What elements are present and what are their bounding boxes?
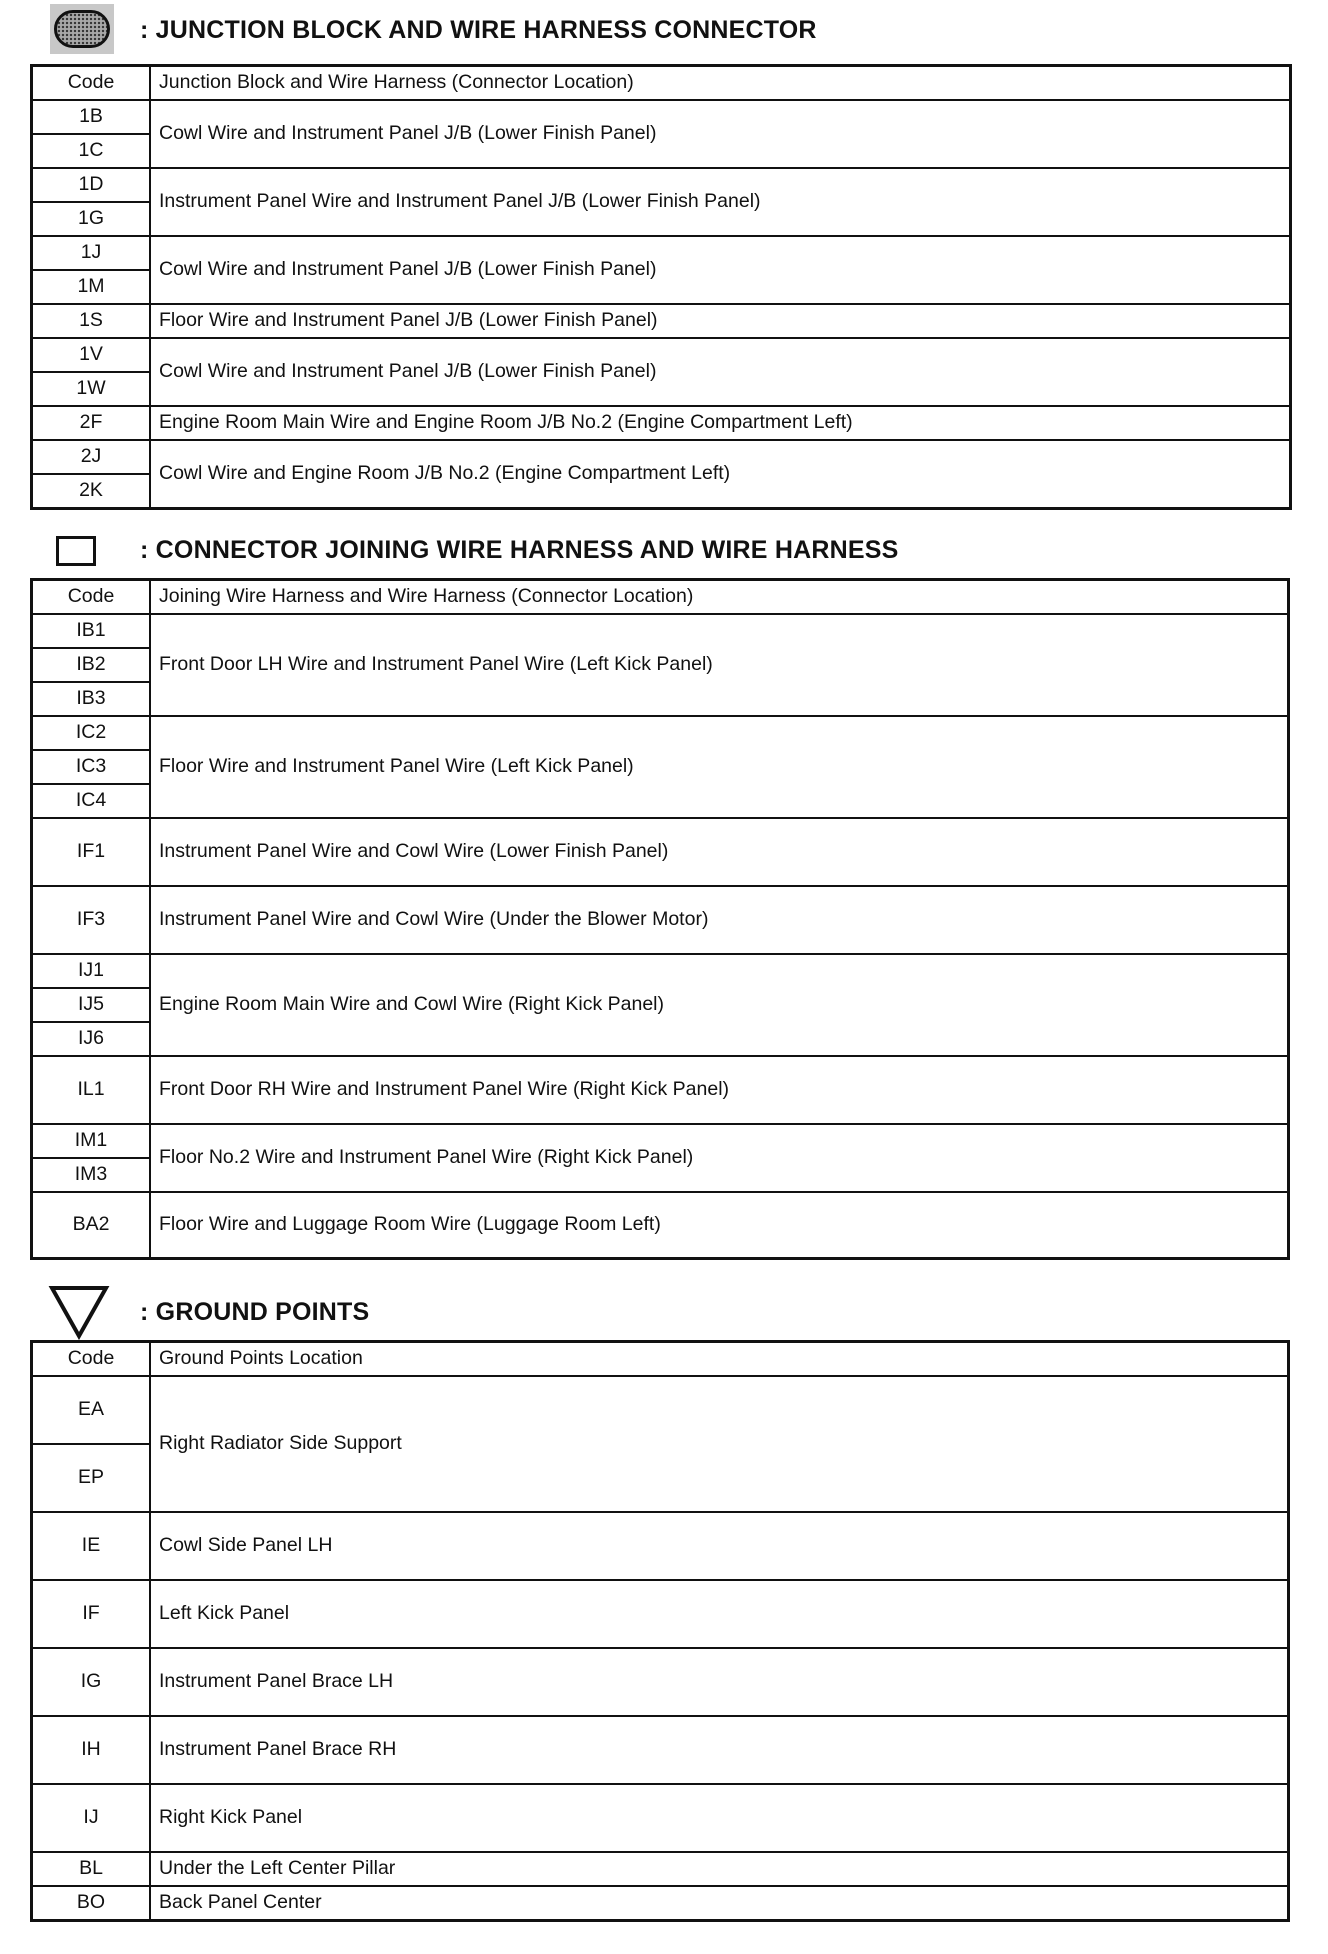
code-cell: 1G <box>32 202 151 236</box>
table-row <box>32 236 1291 270</box>
code-cell: IB1 <box>32 614 151 648</box>
description-header: Junction Block and Wire Harness (Connector Location) <box>150 66 1291 101</box>
code-cell: IC3 <box>32 750 151 784</box>
table-row <box>32 1192 1289 1258</box>
table-row <box>32 1124 1289 1158</box>
connector-section-title: : CONNECTOR JOINING WIRE HARNESS AND WIRE HARNESS <box>140 535 899 564</box>
table-row <box>32 1886 1289 1920</box>
code-cell: IJ1 <box>32 954 151 988</box>
code-cell: IF3 <box>32 886 151 954</box>
table-row <box>32 1376 1289 1444</box>
ground-section-header <box>30 1282 369 1342</box>
code-cell: 2J <box>32 440 151 474</box>
table-row <box>32 406 1291 440</box>
table-row <box>32 954 1289 988</box>
table-row <box>32 1512 1289 1580</box>
description-cell: Under the Left Center Pillar <box>150 1852 1289 1886</box>
table-row <box>32 818 1289 886</box>
code-cell: IB3 <box>32 682 151 716</box>
code-cell: 1C <box>32 134 151 168</box>
code-cell: 1S <box>32 304 151 338</box>
description-cell: Right Kick Panel <box>150 1784 1289 1852</box>
description-cell: Right Radiator Side Support <box>150 1376 1289 1512</box>
table-header-row <box>32 1342 1289 1377</box>
code-cell: IB2 <box>32 648 151 682</box>
ground-table <box>30 1340 1290 1922</box>
description-cell: Floor Wire and Instrument Panel Wire (Left Kick Panel) <box>150 716 1289 818</box>
description-cell: Back Panel Center <box>150 1886 1289 1920</box>
table-row <box>32 1648 1289 1716</box>
description-cell: Instrument Panel Wire and Instrument Panel J/B (Lower Finish Panel) <box>150 168 1291 236</box>
description-cell: Engine Room Main Wire and Engine Room J/B No.2 (Engine Compartment Left) <box>150 406 1291 440</box>
table-row <box>32 338 1291 372</box>
table-row <box>32 1056 1289 1124</box>
code-header: Code <box>32 580 151 615</box>
code-cell: IE <box>32 1512 151 1580</box>
junction-section-title: : JUNCTION BLOCK AND WIRE HARNESS CONNECTOR <box>140 15 817 44</box>
table-row <box>32 168 1291 202</box>
code-cell: IJ5 <box>32 988 151 1022</box>
table-row <box>32 1716 1289 1784</box>
code-cell: EA <box>32 1376 151 1444</box>
description-cell: Engine Room Main Wire and Cowl Wire (Right Kick Panel) <box>150 954 1289 1056</box>
table-row <box>32 1580 1289 1648</box>
code-cell: IG <box>32 1648 151 1716</box>
code-cell: 1V <box>32 338 151 372</box>
table-row <box>32 1852 1289 1886</box>
table-row <box>32 100 1291 134</box>
junction-section-header <box>30 0 817 60</box>
code-cell: IL1 <box>32 1056 151 1124</box>
code-cell: IM1 <box>32 1124 151 1158</box>
code-cell: IF1 <box>32 818 151 886</box>
table-row <box>32 1784 1289 1852</box>
ground-section-title: : GROUND POINTS <box>140 1297 370 1326</box>
code-cell: 1B <box>32 100 151 134</box>
description-cell: Floor Wire and Instrument Panel J/B (Lower Finish Panel) <box>150 304 1291 338</box>
table-row <box>32 440 1291 474</box>
rounded-dotted-rect-icon <box>54 10 110 48</box>
code-cell: BL <box>32 1852 151 1886</box>
description-cell: Floor No.2 Wire and Instrument Panel Wire (Right Kick Panel) <box>150 1124 1289 1192</box>
code-cell: BA2 <box>32 1192 151 1258</box>
code-header: Code <box>32 1342 151 1377</box>
connector-table <box>30 578 1290 1260</box>
code-cell: IC4 <box>32 784 151 818</box>
table-row <box>32 614 1289 648</box>
description-cell: Instrument Panel Brace LH <box>150 1648 1289 1716</box>
description-cell: Left Kick Panel <box>150 1580 1289 1648</box>
code-cell: EP <box>32 1444 151 1512</box>
square-outline-icon <box>56 536 96 566</box>
code-cell: 2K <box>32 474 151 508</box>
description-cell: Instrument Panel Wire and Cowl Wire (Under the Blower Motor) <box>150 886 1289 954</box>
description-header: Ground Points Location <box>150 1342 1289 1377</box>
code-cell: BO <box>32 1886 151 1920</box>
code-cell: 1W <box>32 372 151 406</box>
connector-section-header <box>30 520 898 580</box>
code-cell: 1D <box>32 168 151 202</box>
table-header-row <box>32 66 1291 101</box>
code-header: Code <box>32 66 151 101</box>
code-cell: 1J <box>32 236 151 270</box>
description-header: Joining Wire Harness and Wire Harness (Connector Location) <box>150 580 1289 615</box>
triangle-down-icon <box>48 1284 110 1340</box>
description-cell: Cowl Side Panel LH <box>150 1512 1289 1580</box>
code-cell: 2F <box>32 406 151 440</box>
table-row <box>32 716 1289 750</box>
table-row <box>32 304 1291 338</box>
table-header-row <box>32 580 1289 615</box>
description-cell: Floor Wire and Luggage Room Wire (Luggage Room Left) <box>150 1192 1289 1258</box>
description-cell: Front Door RH Wire and Instrument Panel Wire (Right Kick Panel) <box>150 1056 1289 1124</box>
description-cell: Cowl Wire and Instrument Panel J/B (Lower Finish Panel) <box>150 100 1291 168</box>
description-cell: Instrument Panel Brace RH <box>150 1716 1289 1784</box>
description-cell: Front Door LH Wire and Instrument Panel Wire (Left Kick Panel) <box>150 614 1289 716</box>
code-cell: IJ6 <box>32 1022 151 1056</box>
code-cell: IF <box>32 1580 151 1648</box>
junction-table <box>30 64 1292 510</box>
code-cell: IC2 <box>32 716 151 750</box>
code-cell: IJ <box>32 1784 151 1852</box>
code-cell: IH <box>32 1716 151 1784</box>
code-cell: IM3 <box>32 1158 151 1192</box>
description-cell: Instrument Panel Wire and Cowl Wire (Lower Finish Panel) <box>150 818 1289 886</box>
description-cell: Cowl Wire and Instrument Panel J/B (Lower Finish Panel) <box>150 236 1291 304</box>
description-cell: Cowl Wire and Engine Room J/B No.2 (Engine Compartment Left) <box>150 440 1291 508</box>
table-row <box>32 886 1289 954</box>
description-cell: Cowl Wire and Instrument Panel J/B (Lower Finish Panel) <box>150 338 1291 406</box>
code-cell: 1M <box>32 270 151 304</box>
